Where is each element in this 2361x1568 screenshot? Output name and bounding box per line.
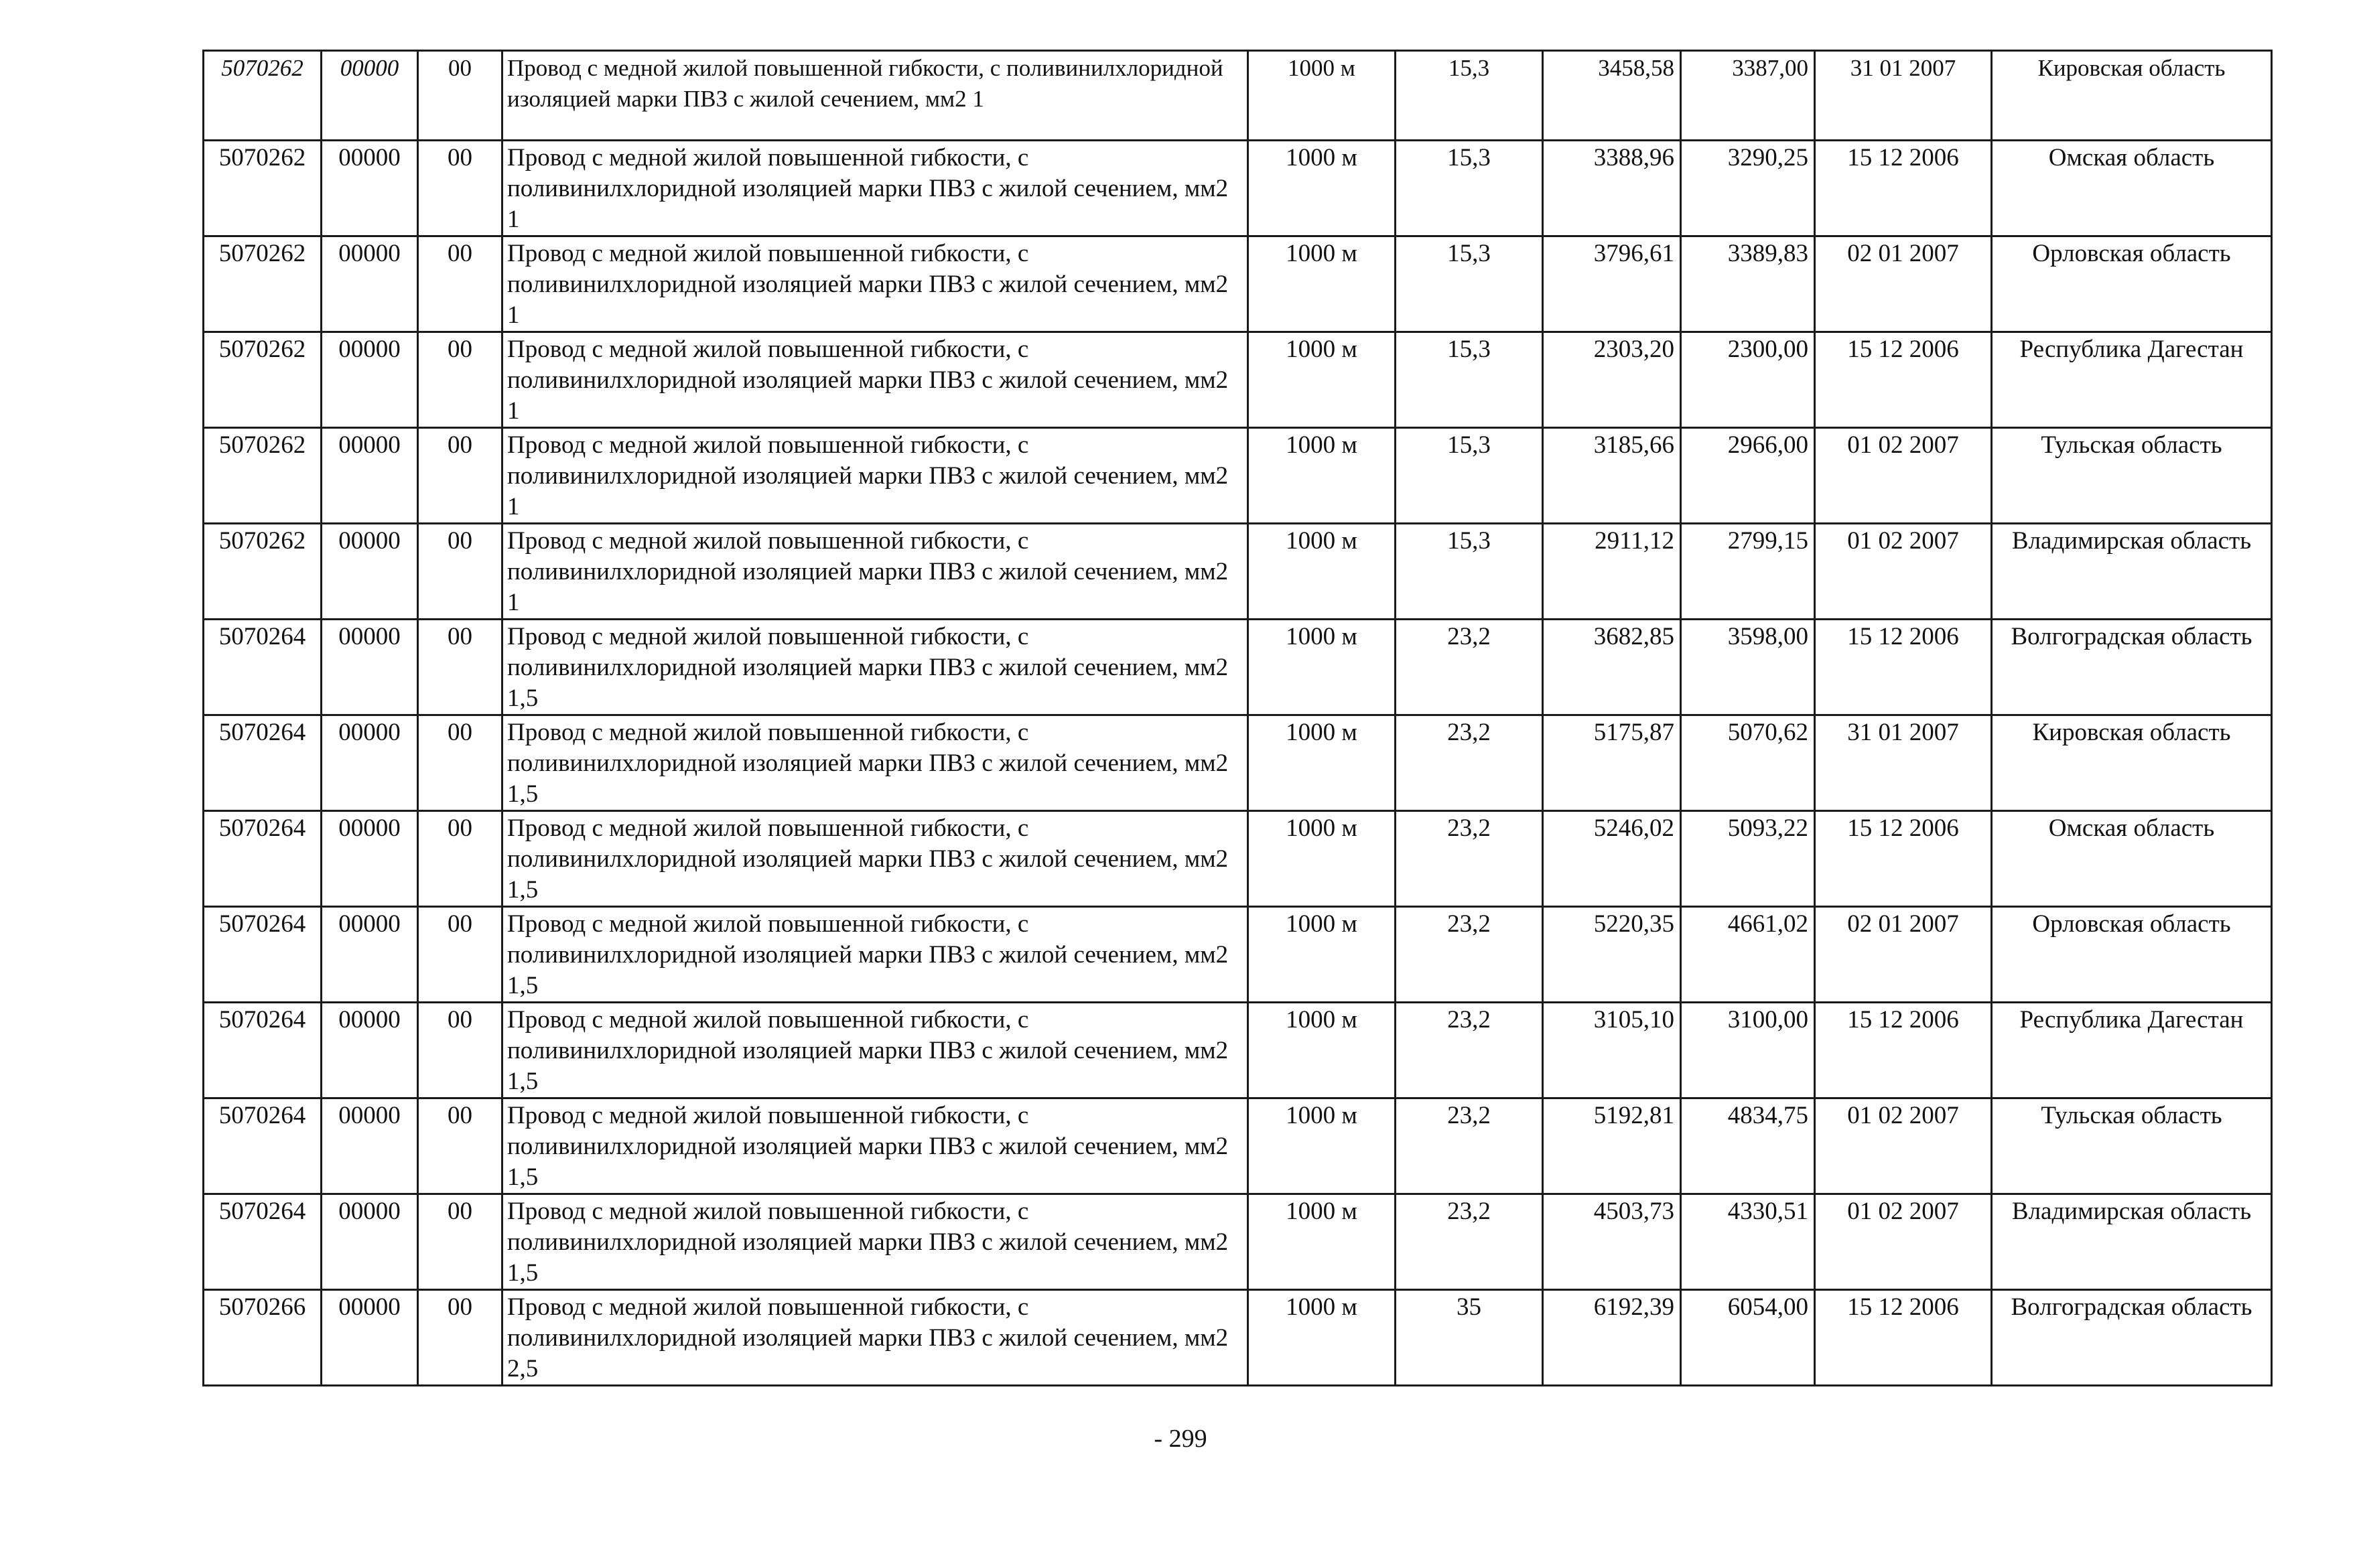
date-cell: 15 12 2006 (1815, 620, 1992, 715)
price-cell: 3682,85 (1543, 620, 1681, 715)
subcode-cell: 00000 (322, 428, 418, 524)
description-cell: Провод с медной жилой повышенной гибкости, с поливинилхлоридной изоляцией марки ПВЗ с жилой сечением, мм2 1,5 (502, 620, 1248, 715)
table-row (204, 620, 2272, 715)
region-cell: Кировская область (1992, 51, 2272, 141)
min-price-cell: 6054,00 (1681, 1290, 1815, 1386)
date-cell: 01 02 2007 (1815, 428, 1992, 524)
region-cell: Орловская область (1992, 907, 2272, 1003)
table-row (204, 428, 2272, 524)
suffix-code-cell: 00 (418, 1194, 502, 1290)
date-cell: 15 12 2006 (1815, 811, 1992, 907)
region-cell: Волгоградская область (1992, 620, 2272, 715)
unit-cell: 1000 м (1248, 620, 1396, 715)
subcode-cell: 00000 (322, 1194, 418, 1290)
unit-cell: 1000 м (1248, 715, 1396, 811)
suffix-code-cell: 00 (418, 620, 502, 715)
item-code-cell: 5070264 (204, 907, 322, 1003)
suffix-code-cell: 00 (418, 715, 502, 811)
date-cell: 15 12 2006 (1815, 1290, 1992, 1386)
item-code-cell: 5070264 (204, 1098, 322, 1194)
price-table (202, 50, 2273, 1386)
quantity-cell: 23,2 (1396, 620, 1543, 715)
unit-cell: 1000 м (1248, 1098, 1396, 1194)
suffix-code-cell: 00 (418, 907, 502, 1003)
date-cell: 02 01 2007 (1815, 907, 1992, 1003)
price-cell: 5246,02 (1543, 811, 1681, 907)
suffix-code-cell: 00 (418, 811, 502, 907)
subcode-cell: 00000 (322, 1098, 418, 1194)
region-cell: Владимирская область (1992, 524, 2272, 620)
description-cell: Провод с медной жилой повышенной гибкости, с поливинилхлоридной изоляцией марки ПВЗ с жилой сечением, мм2 1,5 (502, 1098, 1248, 1194)
unit-cell: 1000 м (1248, 428, 1396, 524)
item-code-cell: 5070264 (204, 620, 322, 715)
subcode-cell: 00000 (322, 141, 418, 236)
suffix-code-cell: 00 (418, 1003, 502, 1098)
description-cell: Провод с медной жилой повышенной гибкости, с поливинилхлоридной изоляцией марки ПВЗ с жилой сечением, мм2 1,5 (502, 907, 1248, 1003)
date-cell: 15 12 2006 (1815, 141, 1992, 236)
subcode-cell: 00000 (322, 1290, 418, 1386)
subcode-cell: 00000 (322, 620, 418, 715)
quantity-cell: 23,2 (1396, 1003, 1543, 1098)
min-price-cell: 3100,00 (1681, 1003, 1815, 1098)
price-cell: 5192,81 (1543, 1098, 1681, 1194)
table-row (204, 1003, 2272, 1098)
table-body (204, 51, 2272, 1386)
date-cell: 31 01 2007 (1815, 51, 1992, 141)
description-cell: Провод с медной жилой повышенной гибкости, с поливинилхлоридной изоляцией марки ПВЗ с жилой сечением, мм2 1 (502, 428, 1248, 524)
unit-cell: 1000 м (1248, 51, 1396, 141)
item-code-cell: 5070262 (204, 236, 322, 332)
price-cell: 3388,96 (1543, 141, 1681, 236)
quantity-cell: 15,3 (1396, 524, 1543, 620)
item-code-cell: 5070264 (204, 715, 322, 811)
item-code-cell: 5070262 (204, 141, 322, 236)
price-cell: 6192,39 (1543, 1290, 1681, 1386)
subcode-cell: 00000 (322, 51, 418, 141)
table-row (204, 907, 2272, 1003)
price-cell: 2911,12 (1543, 524, 1681, 620)
price-cell: 3796,61 (1543, 236, 1681, 332)
unit-cell: 1000 м (1248, 1290, 1396, 1386)
description-cell: Провод с медной жилой повышенной гибкости, с поливинилхлоридной изоляцией марки ПВЗ с жилой сечением, мм2 2,5 (502, 1290, 1248, 1386)
unit-cell: 1000 м (1248, 332, 1396, 428)
price-cell: 3105,10 (1543, 1003, 1681, 1098)
unit-cell: 1000 м (1248, 236, 1396, 332)
table-row (204, 1194, 2272, 1290)
price-cell: 3185,66 (1543, 428, 1681, 524)
quantity-cell: 23,2 (1396, 715, 1543, 811)
min-price-cell: 2799,15 (1681, 524, 1815, 620)
table-row (204, 236, 2272, 332)
date-cell: 02 01 2007 (1815, 236, 1992, 332)
subcode-cell: 00000 (322, 1003, 418, 1098)
unit-cell: 1000 м (1248, 811, 1396, 907)
subcode-cell: 00000 (322, 236, 418, 332)
table-row (204, 332, 2272, 428)
date-cell: 15 12 2006 (1815, 1003, 1992, 1098)
description-cell: Провод с медной жилой повышенной гибкости, с поливинилхлоридной изоляцией марки ПВЗ с жилой сечением, мм2 1 (502, 332, 1248, 428)
suffix-code-cell: 00 (418, 1098, 502, 1194)
item-code-cell: 5070266 (204, 1290, 322, 1386)
description-cell: Провод с медной жилой повышенной гибкости, с поливинилхлоридной изоляцией марки ПВЗ с жилой сечением, мм2 1 (502, 51, 1248, 141)
table-row (204, 141, 2272, 236)
region-cell: Владимирская область (1992, 1194, 2272, 1290)
table-row (204, 1098, 2272, 1194)
region-cell: Омская область (1992, 141, 2272, 236)
item-code-cell: 5070262 (204, 332, 322, 428)
region-cell: Тульская область (1992, 1098, 2272, 1194)
region-cell: Республика Дагестан (1992, 1003, 2272, 1098)
quantity-cell: 23,2 (1396, 907, 1543, 1003)
item-code-cell: 5070264 (204, 1003, 322, 1098)
table-row (204, 1290, 2272, 1386)
suffix-code-cell: 00 (418, 332, 502, 428)
price-cell: 4503,73 (1543, 1194, 1681, 1290)
region-cell: Волгоградская область (1992, 1290, 2272, 1386)
quantity-cell: 35 (1396, 1290, 1543, 1386)
subcode-cell: 00000 (322, 907, 418, 1003)
description-cell: Провод с медной жилой повышенной гибкости, с поливинилхлоридной изоляцией марки ПВЗ с жилой сечением, мм2 1 (502, 524, 1248, 620)
region-cell: Орловская область (1992, 236, 2272, 332)
min-price-cell: 5093,22 (1681, 811, 1815, 907)
price-cell: 5220,35 (1543, 907, 1681, 1003)
min-price-cell: 5070,62 (1681, 715, 1815, 811)
unit-cell: 1000 м (1248, 907, 1396, 1003)
subcode-cell: 00000 (322, 524, 418, 620)
date-cell: 01 02 2007 (1815, 1098, 1992, 1194)
description-cell: Провод с медной жилой повышенной гибкости, с поливинилхлоридной изоляцией марки ПВЗ с жилой сечением, мм2 1,5 (502, 715, 1248, 811)
region-cell: Республика Дагестан (1992, 332, 2272, 428)
suffix-code-cell: 00 (418, 524, 502, 620)
description-cell: Провод с медной жилой повышенной гибкости, с поливинилхлоридной изоляцией марки ПВЗ с жилой сечением, мм2 1,5 (502, 1003, 1248, 1098)
suffix-code-cell: 00 (418, 51, 502, 141)
unit-cell: 1000 м (1248, 1003, 1396, 1098)
min-price-cell: 4661,02 (1681, 907, 1815, 1003)
quantity-cell: 15,3 (1396, 51, 1543, 141)
price-cell: 5175,87 (1543, 715, 1681, 811)
unit-cell: 1000 м (1248, 524, 1396, 620)
min-price-cell: 2966,00 (1681, 428, 1815, 524)
quantity-cell: 15,3 (1396, 332, 1543, 428)
quantity-cell: 23,2 (1396, 811, 1543, 907)
item-code-cell: 5070262 (204, 51, 322, 141)
description-cell: Провод с медной жилой повышенной гибкости, с поливинилхлоридной изоляцией марки ПВЗ с жилой сечением, мм2 1 (502, 141, 1248, 236)
quantity-cell: 23,2 (1396, 1194, 1543, 1290)
price-cell: 3458,58 (1543, 51, 1681, 141)
min-price-cell: 4330,51 (1681, 1194, 1815, 1290)
subcode-cell: 00000 (322, 715, 418, 811)
suffix-code-cell: 00 (418, 141, 502, 236)
table-row (204, 811, 2272, 907)
region-cell: Омская область (1992, 811, 2272, 907)
unit-cell: 1000 м (1248, 1194, 1396, 1290)
description-cell: Провод с медной жилой повышенной гибкости, с поливинилхлоридной изоляцией марки ПВЗ с жилой сечением, мм2 1 (502, 236, 1248, 332)
table-row (204, 715, 2272, 811)
table-row (204, 51, 2272, 141)
price-cell: 2303,20 (1543, 332, 1681, 428)
page-number: - 299 (1154, 1425, 1207, 1453)
item-code-cell: 5070262 (204, 524, 322, 620)
min-price-cell: 3387,00 (1681, 51, 1815, 141)
date-cell: 01 02 2007 (1815, 1194, 1992, 1290)
subcode-cell: 00000 (322, 332, 418, 428)
subcode-cell: 00000 (322, 811, 418, 907)
unit-cell: 1000 м (1248, 141, 1396, 236)
region-cell: Тульская область (1992, 428, 2272, 524)
min-price-cell: 3389,83 (1681, 236, 1815, 332)
quantity-cell: 15,3 (1396, 141, 1543, 236)
quantity-cell: 15,3 (1396, 428, 1543, 524)
date-cell: 31 01 2007 (1815, 715, 1992, 811)
min-price-cell: 4834,75 (1681, 1098, 1815, 1194)
region-cell: Кировская область (1992, 715, 2272, 811)
suffix-code-cell: 00 (418, 428, 502, 524)
item-code-cell: 5070264 (204, 1194, 322, 1290)
description-cell: Провод с медной жилой повышенной гибкости, с поливинилхлоридной изоляцией марки ПВЗ с жилой сечением, мм2 1,5 (502, 811, 1248, 907)
suffix-code-cell: 00 (418, 236, 502, 332)
suffix-code-cell: 00 (418, 1290, 502, 1386)
item-code-cell: 5070262 (204, 428, 322, 524)
date-cell: 15 12 2006 (1815, 332, 1992, 428)
min-price-cell: 2300,00 (1681, 332, 1815, 428)
min-price-cell: 3598,00 (1681, 620, 1815, 715)
min-price-cell: 3290,25 (1681, 141, 1815, 236)
date-cell: 01 02 2007 (1815, 524, 1992, 620)
quantity-cell: 15,3 (1396, 236, 1543, 332)
table-row (204, 524, 2272, 620)
quantity-cell: 23,2 (1396, 1098, 1543, 1194)
item-code-cell: 5070264 (204, 811, 322, 907)
description-cell: Провод с медной жилой повышенной гибкости, с поливинилхлоридной изоляцией марки ПВЗ с жилой сечением, мм2 1,5 (502, 1194, 1248, 1290)
